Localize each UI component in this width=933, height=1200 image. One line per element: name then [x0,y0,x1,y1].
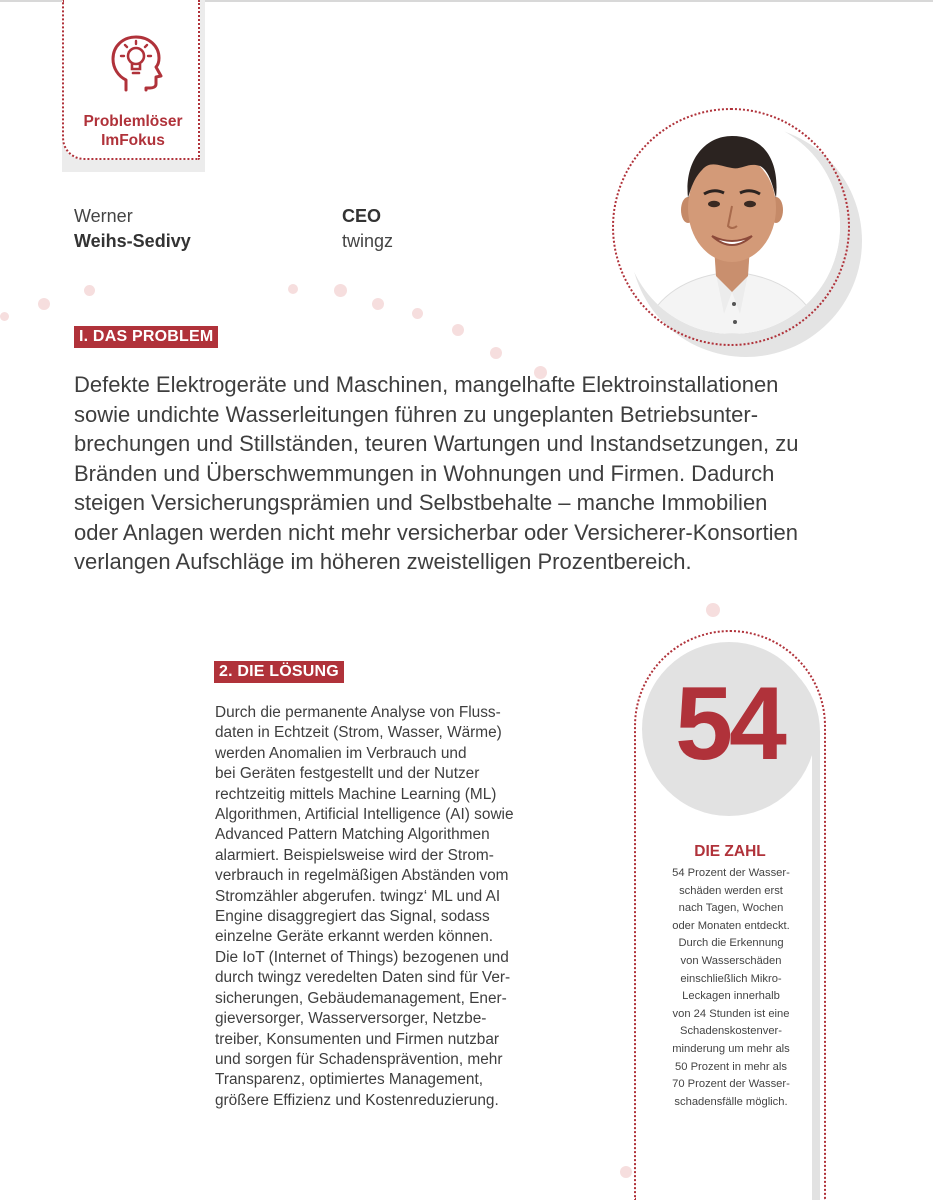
number-line: von 24 Stunden ist eine [672,1007,790,1020]
problem-text [74,370,864,577]
solution-line: durch twingz veredelten Daten sind für Ver- [215,969,511,987]
problem-line: steigen Versicherungsprämien und Selbstbehalte – manche Immobilien [74,490,768,515]
person-last-name: Weihs-Sedivy [74,231,191,251]
number-line: 50 Prozent in mehr als [675,1060,787,1073]
solution-line: Engine disaggregiert das Signal, sodass [215,908,490,926]
solution-line: größere Effizienz und Kostenreduzierung. [215,1091,499,1109]
person-role: CEO [342,206,382,226]
badge-title [64,112,202,150]
number-line: Durch die Erkennung [678,937,784,950]
problemloeser-badge [62,0,205,172]
number-line: Schadenskostenver- [680,1025,782,1038]
solution-line: Durch die permanente Analyse von Fluss- [215,704,501,721]
solution-line: und sorgen für Schadensprävention, mehr [215,1050,503,1068]
number-line: 70 Prozent der Wasser- [672,1078,790,1091]
number-line: minderung um mehr als [672,1042,790,1055]
number-line: 54 Prozent der Wasser- [672,867,790,879]
problem-line: sowie undichte Wasserleitungen führen zu ungeplanten Betriebsunter- [74,401,759,427]
solution-line: einzelne Geräte erkannt werden können. [215,928,494,946]
number-line: schäden werden erst [679,884,783,897]
problem-line: verlangen Aufschläge im höheren zweistelligen Prozentbereich. [74,549,692,574]
number-line: oder Monaten entdeckt. [672,919,790,932]
badge-title-line1: Problemlöser [83,113,183,130]
problem-line: Defekte Elektrogeräte und Maschinen, mangelhafte Elektroinstallationen [74,372,779,397]
badge-title-line2: ImFokus [101,132,165,149]
solution-line: treiber, Konsumenten und Firmen nutzbar [215,1030,500,1048]
problem-line: oder Anlagen werden nicht mehr versicherbar oder Versicherer-Konsortien [74,519,798,545]
portrait-illustration [624,118,840,334]
solution-line: Stromzähler abgerufen. twingz‘ ML und AI [215,887,501,905]
person-first-name: Werner [74,206,133,226]
problem-line: brechungen und Stillständen, teuren Wartungen und Instandsetzungen, zu [74,431,799,456]
number-line: Leckagen innerhalb [682,990,780,1003]
number-line: einschließlich Mikro- [680,972,782,985]
solution-line: Die IoT (Internet of Things) bezogenen und [215,948,509,966]
number-line: von Wasserschäden [680,954,782,967]
big-number: 54 [675,666,783,782]
person-company: twingz [342,231,394,251]
solution-line: werden Anomalien im Verbrauch und [215,744,467,762]
solution-line: Transparenz, optimiertes Management, [215,1071,484,1089]
problem-line: Bränden und Überschwemmungen in Wohnungen und Firmen. Dadurch [74,460,775,486]
solution-line: rechtzeitig mittels Machine Learning (ML) [215,785,497,803]
solution-line: Algorithmen, Artificial Intelligence (AI) sowie [215,806,514,824]
head-lightbulb-icon [106,32,168,94]
solution-line: gieversorger, Wasserversorger, Netzbe- [215,1010,487,1028]
solution-line: daten in Echtzeit (Strom, Wasser, Wärme) [215,724,502,742]
badge-frame [62,0,200,160]
solution-line: alarmiert. Beispielsweise wird der Strom- [215,846,494,864]
problem-heading: I. DAS PROBLEM [74,326,218,348]
number-text [652,865,810,1111]
solution-line: verbrauch in regelmäßigen Abständen vom [215,867,509,885]
solution-line: sicherungen, Gebäudemanagement, Ener- [215,989,507,1007]
number-line: nach Tagen, Wochen [678,902,784,915]
solution-text [215,703,545,1111]
number-title: DIE ZAHL [694,843,766,860]
number-line: schadensfälle möglich. [674,1095,788,1108]
solution-heading: 2. DIE LÖSUNG [214,661,344,683]
portrait-photo [624,118,840,334]
solution-line: bei Geräten festgestellt und der Nutzer [215,765,480,783]
solution-line: Advanced Pattern Matching Algorithmen [215,826,490,844]
